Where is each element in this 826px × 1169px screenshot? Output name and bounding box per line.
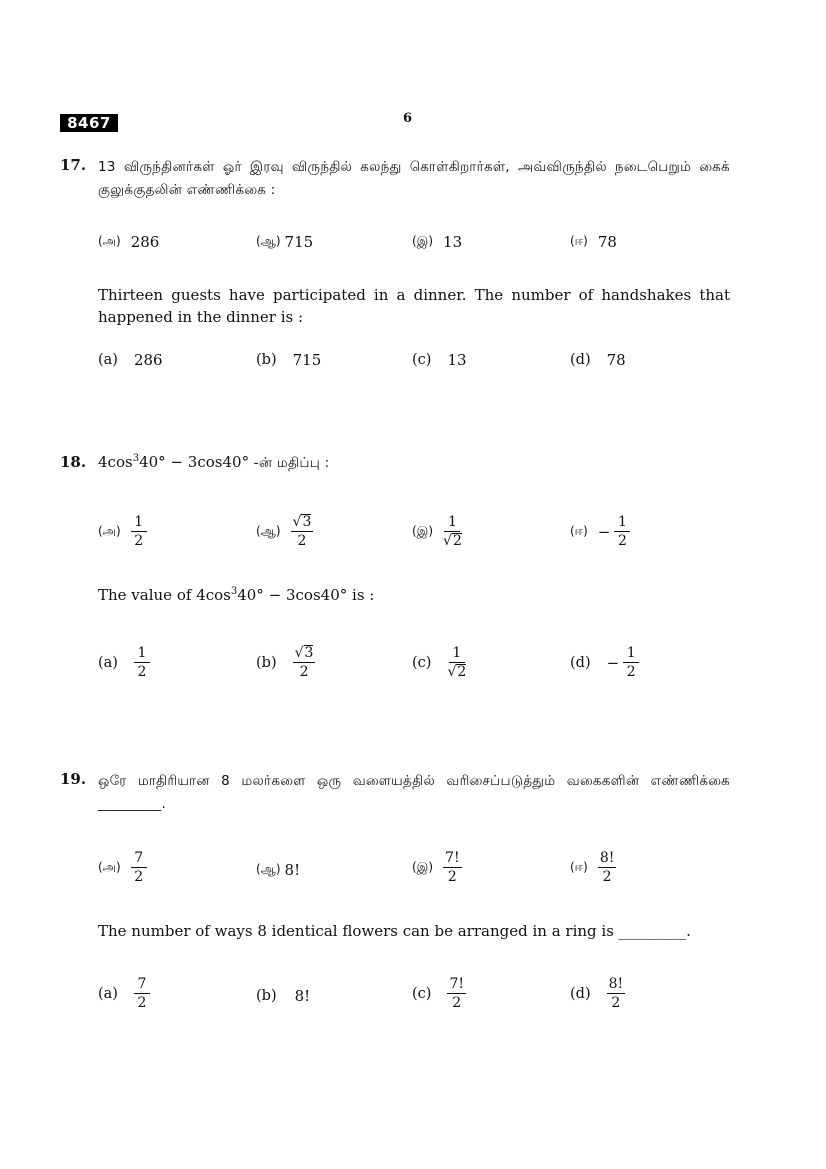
sqrt-icon: √ bbox=[447, 664, 457, 680]
fraction-denominator: 2 bbox=[611, 995, 621, 1011]
minus-sign: − bbox=[606, 653, 620, 672]
fraction-denominator: 2 bbox=[617, 533, 627, 549]
q17-english-option-c bbox=[412, 351, 467, 369]
fraction-denominator: 2 bbox=[299, 664, 309, 680]
fraction-denominator bbox=[447, 663, 466, 680]
option-label: (ஈ) bbox=[570, 859, 588, 874]
expr-power: 3 bbox=[230, 586, 238, 597]
fraction bbox=[291, 514, 314, 549]
option-label: (ஆ) bbox=[256, 862, 281, 876]
option-value: 715 bbox=[292, 351, 322, 369]
fraction bbox=[131, 514, 147, 549]
minus-sign: − bbox=[597, 522, 611, 541]
question-17-tamil-text: 13 விருந்தினர்கள் ஓர் இரவு விருந்தில் கலந்து கொள்கிறார்கள், அவ்விருந்தில் நடைபெறும் கைக் குலுக்குதலின் எண்ணிக்கை : bbox=[98, 159, 730, 198]
option-label: (ஆ) bbox=[256, 523, 281, 538]
option-label: (ஆ) bbox=[256, 234, 281, 248]
sqrt bbox=[293, 514, 312, 530]
question-18-number: 18. bbox=[60, 453, 87, 471]
q19-english-option-a bbox=[98, 976, 150, 1011]
option-label: (b) bbox=[256, 654, 277, 671]
q19-tamil-option-b bbox=[256, 861, 300, 879]
fraction bbox=[447, 976, 466, 1011]
option-label: (d) bbox=[570, 654, 591, 671]
expr-suffix: -ன் மதிப்பு : bbox=[249, 455, 330, 471]
question-18-english-text bbox=[98, 586, 374, 604]
expr-fn: cos bbox=[197, 453, 223, 471]
q18-english-option-d bbox=[570, 645, 639, 680]
option-label: (b) bbox=[256, 352, 277, 368]
expr-fn: cos bbox=[107, 453, 133, 471]
option-value: 715 bbox=[284, 233, 314, 251]
fraction bbox=[131, 850, 147, 885]
fraction bbox=[614, 514, 630, 549]
fraction-numerator: 1 bbox=[134, 645, 150, 663]
question-19-tamil-text: ஒரே மாதிரியான 8 மலர்களை ஒரு வளையத்தில் வரிசைப்படுத்தும் வகைகளின் எண்ணிக்கை _________. bbox=[98, 773, 730, 812]
sqrt bbox=[447, 664, 466, 680]
q19-tamil-option-d bbox=[570, 850, 616, 885]
q18-english-option-c bbox=[412, 645, 466, 680]
page-number: 6 bbox=[403, 111, 413, 126]
option-label: (ஈ) bbox=[570, 523, 588, 538]
fraction-numerator: 1 bbox=[131, 514, 147, 532]
option-label: (b) bbox=[256, 988, 277, 1004]
expr-fn: cos bbox=[295, 586, 321, 604]
q19-tamil-option-c bbox=[412, 850, 462, 885]
option-label: (d) bbox=[570, 985, 591, 1002]
option-label: (a) bbox=[98, 352, 118, 368]
fraction-numerator: 1 bbox=[623, 645, 639, 663]
option-label: (அ) bbox=[98, 523, 121, 538]
radicand: 3 bbox=[304, 645, 314, 661]
radicand: 2 bbox=[452, 533, 462, 549]
option-value: 8! bbox=[294, 987, 311, 1005]
option-label: (c) bbox=[412, 985, 432, 1002]
q17-tamil-option-b bbox=[256, 233, 313, 251]
option-label: (இ) bbox=[412, 859, 434, 874]
q17-english-option-a bbox=[98, 351, 163, 369]
fraction-denominator: 2 bbox=[447, 869, 457, 885]
option-label: (c) bbox=[412, 654, 432, 671]
fraction bbox=[293, 645, 316, 680]
fraction-denominator: 2 bbox=[626, 664, 636, 680]
expr-coef: 3 bbox=[187, 453, 198, 471]
expr-angle: 40° bbox=[222, 453, 250, 471]
fraction bbox=[443, 514, 462, 549]
option-label: (இ) bbox=[412, 234, 434, 248]
sqrt-icon: √ bbox=[292, 514, 302, 530]
question-19-number: 19. bbox=[60, 770, 87, 788]
q17-english-option-b bbox=[256, 351, 321, 369]
expr-coef: 3 bbox=[285, 586, 296, 604]
expr-operator: − bbox=[170, 453, 184, 471]
fraction-numerator: 8! bbox=[608, 976, 624, 992]
option-value: 78 bbox=[597, 233, 617, 251]
fraction-denominator: 2 bbox=[452, 995, 462, 1011]
question-19-english-text: The number of ways 8 identical flowers can be arranged in a ring is _________. bbox=[98, 922, 691, 940]
fraction-numerator bbox=[291, 514, 314, 532]
question-17-english-text: Thirteen guests have participated in a dinner. The number of handshakes that happened in the dinner is : bbox=[98, 286, 730, 326]
expr-coef: 4 bbox=[196, 586, 206, 604]
q18-tamil-option-d bbox=[570, 514, 630, 549]
expr-power: 3 bbox=[132, 453, 140, 464]
question-17-number: 17. bbox=[60, 156, 87, 174]
q19-tamil-option-a bbox=[98, 850, 147, 885]
fraction-denominator: 2 bbox=[137, 664, 147, 680]
option-label: (ஈ) bbox=[570, 234, 588, 248]
fraction bbox=[623, 645, 639, 680]
option-value: 8! bbox=[284, 861, 301, 879]
fraction-denominator: 2 bbox=[134, 533, 144, 549]
option-label: (d) bbox=[570, 352, 591, 368]
sqrt-icon: √ bbox=[443, 533, 452, 549]
fraction bbox=[447, 645, 466, 680]
fraction-denominator bbox=[443, 532, 462, 549]
option-label: (அ) bbox=[98, 234, 121, 248]
fraction-numerator: 7 bbox=[134, 976, 150, 994]
option-value: 286 bbox=[130, 233, 160, 251]
option-value: 13 bbox=[447, 351, 467, 369]
radicand: 3 bbox=[302, 514, 312, 530]
option-label: (c) bbox=[412, 352, 432, 368]
english-prefix: The value of bbox=[98, 586, 197, 604]
option-label: (அ) bbox=[98, 859, 121, 874]
option-label: (இ) bbox=[412, 523, 434, 538]
expr-coef: 4 bbox=[98, 453, 108, 471]
fraction-denominator: 2 bbox=[297, 533, 307, 549]
q19-english-option-d bbox=[570, 976, 625, 1011]
q19-english-option-b bbox=[256, 987, 310, 1005]
fraction bbox=[134, 645, 150, 680]
paper-code-badge: 8467 bbox=[60, 114, 118, 132]
option-value: 286 bbox=[133, 351, 163, 369]
sqrt-icon: √ bbox=[294, 645, 304, 661]
expr-angle: 40° bbox=[237, 586, 264, 604]
radicand: 2 bbox=[457, 664, 467, 680]
sqrt bbox=[295, 645, 314, 661]
option-label: (a) bbox=[98, 654, 118, 671]
q17-tamil-option-d bbox=[570, 233, 617, 251]
fraction bbox=[607, 976, 626, 1011]
q19-english-option-c bbox=[412, 976, 466, 1011]
q17-tamil-option-c bbox=[412, 233, 462, 251]
fraction-numerator: 1 bbox=[449, 645, 465, 663]
q18-tamil-option-a bbox=[98, 514, 147, 549]
q17-english-option-d bbox=[570, 351, 626, 369]
sqrt bbox=[443, 533, 462, 549]
fraction-numerator: 7 bbox=[131, 850, 147, 868]
q18-english-option-b bbox=[256, 645, 315, 680]
fraction-numerator bbox=[293, 645, 316, 663]
q18-english-option-a bbox=[98, 645, 150, 680]
question-18-tamil-text bbox=[98, 453, 329, 473]
fraction-numerator: 7! bbox=[449, 976, 464, 992]
q18-tamil-option-c bbox=[412, 514, 462, 549]
fraction bbox=[598, 850, 617, 885]
english-suffix: is : bbox=[347, 586, 375, 604]
fraction-denominator: 2 bbox=[602, 869, 612, 885]
fraction bbox=[134, 976, 150, 1011]
fraction-numerator: 7! bbox=[445, 850, 460, 866]
fraction-numerator: 1 bbox=[444, 514, 460, 532]
expr-angle: 40° bbox=[320, 586, 348, 604]
option-value: 13 bbox=[443, 233, 463, 251]
option-label: (a) bbox=[98, 985, 118, 1002]
fraction-denominator: 2 bbox=[134, 869, 144, 885]
expr-fn: cos bbox=[205, 586, 231, 604]
fraction bbox=[443, 850, 462, 885]
q18-tamil-option-b bbox=[256, 514, 313, 549]
expr-operator: − bbox=[268, 586, 282, 604]
option-value: 78 bbox=[606, 351, 626, 369]
q17-tamil-option-a bbox=[98, 233, 159, 251]
fraction-denominator: 2 bbox=[137, 995, 147, 1011]
fraction-numerator: 8! bbox=[599, 850, 615, 866]
fraction-numerator: 1 bbox=[614, 514, 630, 532]
expr-angle: 40° bbox=[139, 453, 166, 471]
